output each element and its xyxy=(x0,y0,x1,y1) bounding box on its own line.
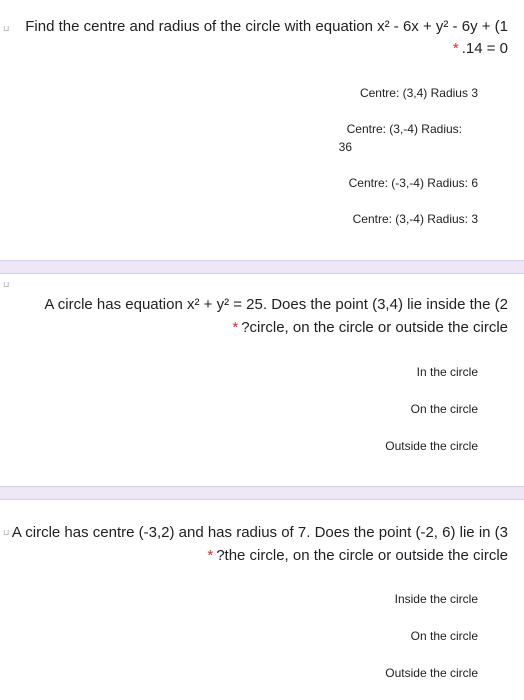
question-text-line2: * ?circle, on the circle or outside the circle xyxy=(232,319,508,336)
radio-option[interactable]: Outside the circle xyxy=(385,439,478,453)
required-asterisk: * xyxy=(207,547,214,564)
question-text-line2: * .14 = 0 xyxy=(452,40,508,57)
required-asterisk: * xyxy=(232,319,239,336)
question-card-2 xyxy=(0,274,524,486)
section-divider xyxy=(0,486,524,500)
question-marker-icon: ⊔ xyxy=(3,24,10,33)
question-text-line2: * ?the circle, on the circle or outside the circle xyxy=(207,547,508,564)
radio-option[interactable]: Centre: (-3,-4) Radius: 6 xyxy=(348,176,478,190)
question-marker-icon: ⊔ xyxy=(3,528,10,537)
radio-option[interactable]: On the circle xyxy=(410,629,478,643)
radio-option[interactable]: Centre: (3,-4) Radius: xyxy=(346,122,462,136)
radio-option-continuation[interactable]: 36 xyxy=(338,140,352,154)
radio-option[interactable]: In the circle xyxy=(416,365,478,379)
radio-option[interactable]: Centre: (3,-4) Radius: 3 xyxy=(352,212,478,226)
question-card-1 xyxy=(0,0,524,258)
radio-option[interactable]: Outside the circle xyxy=(385,666,478,680)
question-card-3 xyxy=(0,500,524,700)
required-asterisk: * xyxy=(452,40,459,57)
question-text: Find the centre and radius of the circle with equation x² - 6x + y² - 6y + (1 xyxy=(25,18,508,35)
question-text: A circle has centre (-3,2) and has radius of 7. Does the point (-2, 6) lie in (3 xyxy=(11,524,508,541)
radio-option[interactable]: Centre: (3,4) Radius 3 xyxy=(359,86,478,100)
question-marker-icon: ⊔ xyxy=(3,280,10,289)
section-divider xyxy=(0,260,524,274)
radio-option[interactable]: Inside the circle xyxy=(394,592,478,606)
radio-option[interactable]: On the circle xyxy=(410,402,478,416)
question-text: A circle has equation x² + y² = 25. Does the point (3,4) lie inside the (2 xyxy=(44,296,508,313)
